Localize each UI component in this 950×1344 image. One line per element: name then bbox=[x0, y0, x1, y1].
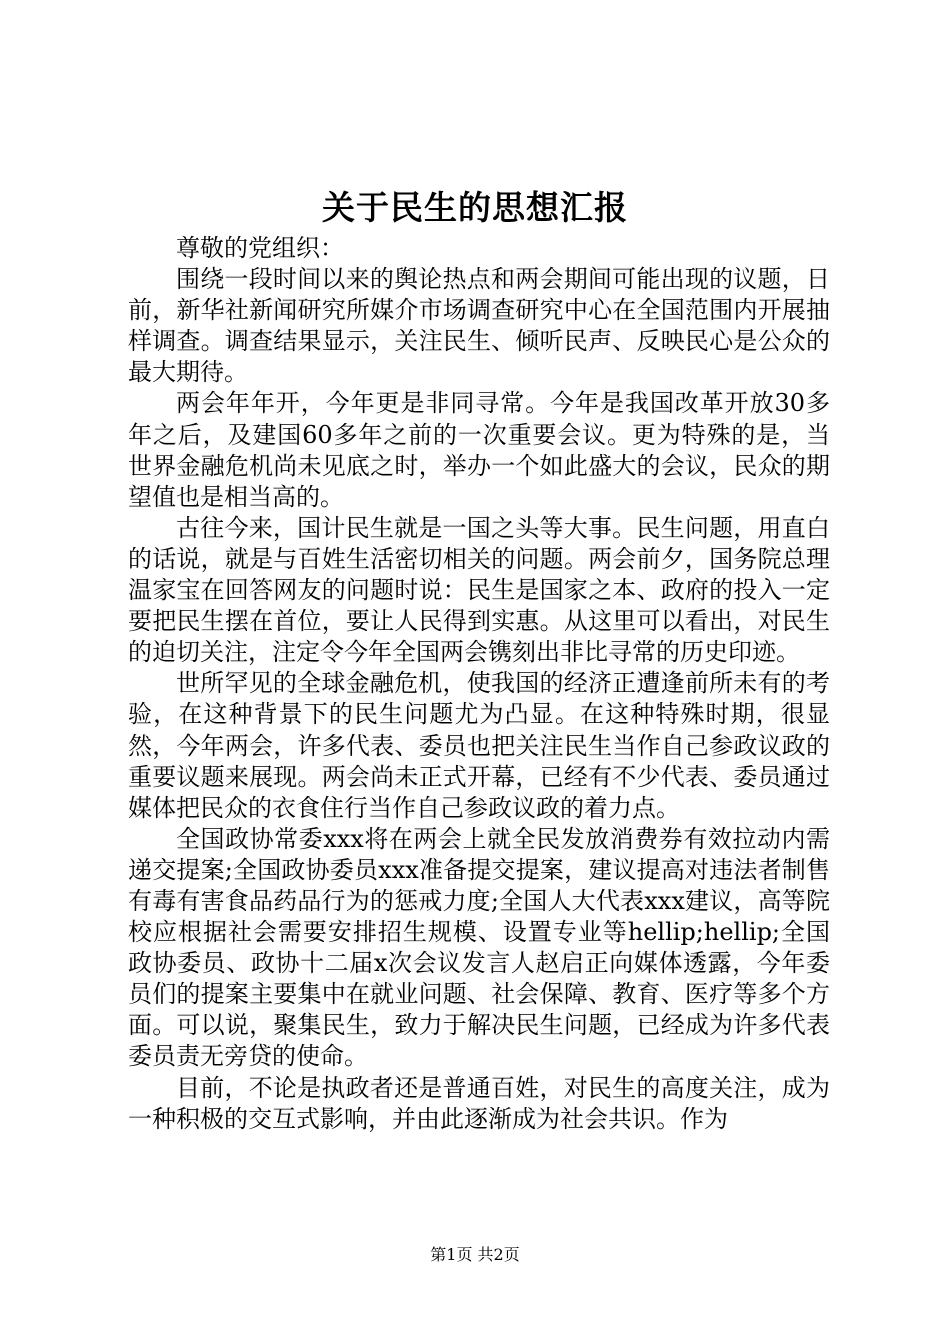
paragraph: 两会年年开，今年更是非同寻常。今年是我国改革开放30多年之后，及建国60多年之前的一次重要会议。更为特殊的是，当世界金融危机尚未见底之时，举办一个如此盛大的会议，民众的期望值也是相当高的。 bbox=[128, 389, 830, 511]
paragraph: 围绕一段时间以来的舆论热点和两会期间可能出现的议题，日前，新华社新闻研究所媒介市场调查研究中心在全国范围内开展抽样调查。调查结果显示，关注民生、倾听民声、反映民心是公众的最大期待。 bbox=[128, 265, 830, 387]
paragraph: 全国政协常委xxx将在两会上就全民发放消费券有效拉动内需递交提案;全国政协委员xxx准备提交提案，建议提高对违法者制售有毒有害食品药品行为的惩戒力度;全国人大代表xxx建议，高等院校应根据社会需要安排招生规模、设置专业等hellip;hellip;全国政协委员、政协十二届x次会议发言人赵启正向媒体透露，今年委员们的提案主要集中在就业问题、社会保障、教育、医疗等多个方面。可以说，聚集民生，致力于解决民生问题，已经成为许多代表委员责无旁贷的使命。 bbox=[128, 824, 830, 1071]
document-body bbox=[128, 233, 830, 1135]
paragraph: 世所罕见的全球金融危机，使我国的经济正遭逢前所未有的考验，在这种背景下的民生问题尤为凸显。在这种特殊时期，很显然，今年两会，许多代表、委员也把关注民生当作自己参政议政的重要议题来展现。两会尚未正式开幕，已经有不少代表、委员通过媒体把民众的衣食住行当作自己参政议政的着力点。 bbox=[128, 669, 830, 822]
paragraph: 目前，不论是执政者还是普通百姓，对民生的高度关注，成为一种积极的交互式影响，并由此逐渐成为社会共识。作为 bbox=[128, 1073, 830, 1133]
page-footer: 第1页 共2页 bbox=[430, 1245, 520, 1264]
paragraph: 古往今来，国计民生就是一国之头等大事。民生问题，用直白的话说，就是与百姓生活密切相关的问题。两会前夕，国务院总理温家宝在回答网友的问题时说：民生是国家之本、政府的投入一定要把民生摆在首位，要让人民得到实惠。从这里可以看出，对民生的迫切关注，注定令今年全国两会镌刻出非比寻常的历史印迹。 bbox=[128, 513, 830, 667]
salutation: 尊敬的党组织： bbox=[176, 234, 344, 262]
document-title: 关于民生的思想汇报 bbox=[322, 188, 628, 227]
